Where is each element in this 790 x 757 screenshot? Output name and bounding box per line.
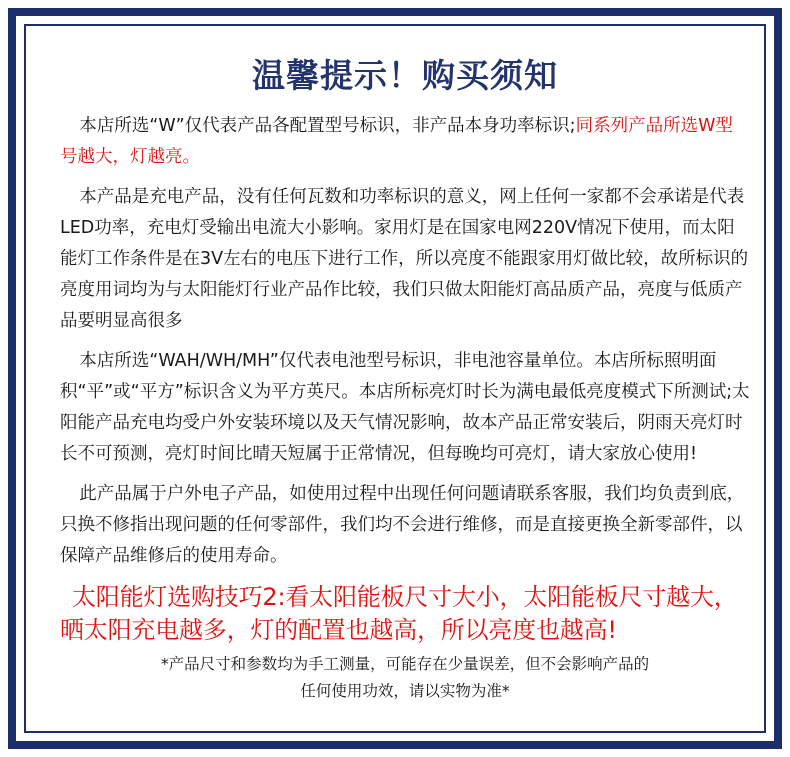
page-title: 温馨提示！购买须知	[252, 56, 558, 95]
paragraph-power-explanation: 本产品是充电产品，没有任何瓦数和功率标识的意义，网上任何一家都不会承诺是代表LED功率，充电灯受输出电流大小影响。家用灯是在国家电网220V情况下使用，而太阳能灯工作条件是在3V左右的电压下进行工作，所以亮度不能跟家用灯做比较，故所标识的亮度用词均为与太阳能灯行业产品作比较，我们只做太阳能灯高品质产品，亮度与低质产品要明显高很多	[60, 187, 749, 331]
paragraph-service: 此产品属于户外电子产品，如使用过程中出现任何问题请联系客服，我们均负责到底，只换不修指出现问题的任何零部件，我们均不会进行维修，而是直接更换全新零部件，以保障产品维修后的使用寿命。	[60, 484, 745, 566]
paragraph-model-label	[60, 111, 750, 173]
paragraph-battery-info: 本店所选“WAH/WH/MH”仅代表电池型号标识，非电池容量单位。本店所标照明面积“平”或“平方”标识含义为平方英尺。本店所标亮灯时长为满电最低亮度模式下所测试;太阳能产品充电均受户外安装环境以及天气情况影响，故本产品正常安装后，阴雨天亮灯时长不可预测，亮灯时间比晴天短属于正常情况，但每晚均可亮灯，请大家放心使用!	[60, 351, 750, 464]
paragraph-model-label-highlight: 同系列产品所选W型号越大，灯越亮。	[60, 116, 733, 167]
notice-content	[60, 40, 750, 705]
buying-tip: 太阳能灯选购技巧2:看太阳能板尺寸大小，太阳能板尺寸越大，晒太阳充电越多，灯的配置也越高，所以亮度也越高!	[60, 583, 738, 644]
paragraph-model-label-text: 本店所选“W”仅代表产品各配置型号标识，非产品本身功率标识;	[79, 116, 576, 136]
measurement-note-line2: 任何使用功效，请以实物为准*	[300, 682, 510, 700]
measurement-note	[60, 651, 750, 705]
measurement-note-line1: *产品尺寸和参数均为手工测量，可能存在少量误差，但不会影响产品的	[160, 655, 650, 673]
